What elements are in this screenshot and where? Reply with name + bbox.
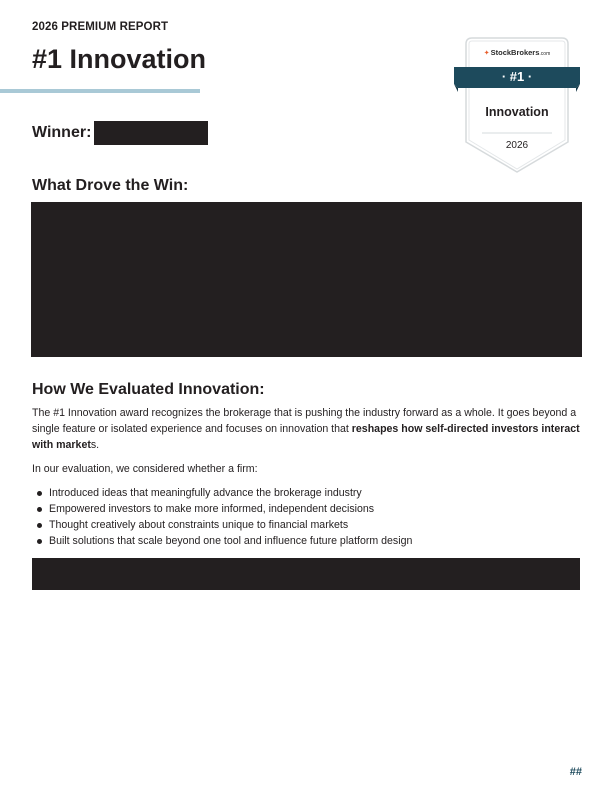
section-heading-drove: What Drove the Win: xyxy=(32,177,189,194)
winner-label: Winner: xyxy=(32,124,92,141)
evaluation-text: The #1 Innovation award recognizes the brokerage that is pushing the industry forward as a whole. It goes beyond a single feature or isolated experience and focuses on innovation that xyxy=(32,407,577,435)
list-item: Introduced ideas that meaningfully advance the brokerage industry xyxy=(32,485,582,501)
badge-category: Innovation xyxy=(485,105,549,119)
bottom-redaction xyxy=(32,558,580,590)
badge-brand-name: StockBrokers xyxy=(490,48,540,57)
badge-year: 2026 xyxy=(505,140,529,151)
winner-redaction xyxy=(94,121,208,145)
evaluation-text-end: s. xyxy=(90,439,100,451)
eyebrow-label: 2026 PREMIUM REPORT xyxy=(32,21,169,33)
criteria-list xyxy=(32,485,582,549)
brand-logo-icon: ✦ xyxy=(483,50,490,57)
evaluation-paragraph xyxy=(32,405,582,453)
page-number: ## xyxy=(569,766,582,778)
drove-redaction xyxy=(31,202,582,357)
badge-brand xyxy=(452,48,582,57)
evaluation-emphasis: reshapes how self-directed investors interact with market xyxy=(32,423,580,451)
title-accent-rule xyxy=(0,89,200,93)
list-item: Empowered investors to make more informed, independent decisions xyxy=(32,501,582,517)
page-title: #1 Innovation xyxy=(32,44,207,74)
badge-rank: · #1 · xyxy=(501,69,533,84)
award-badge xyxy=(452,34,582,176)
list-item: Built solutions that scale beyond one tool and influence future platform design xyxy=(32,533,582,549)
list-item: Thought creatively about constraints unique to financial markets xyxy=(32,517,582,533)
section-heading-evaluated: How We Evaluated Innovation: xyxy=(32,381,265,398)
badge-brand-tld: .com xyxy=(539,51,551,57)
criteria-intro: In our evaluation, we considered whether a firm: xyxy=(32,463,258,475)
